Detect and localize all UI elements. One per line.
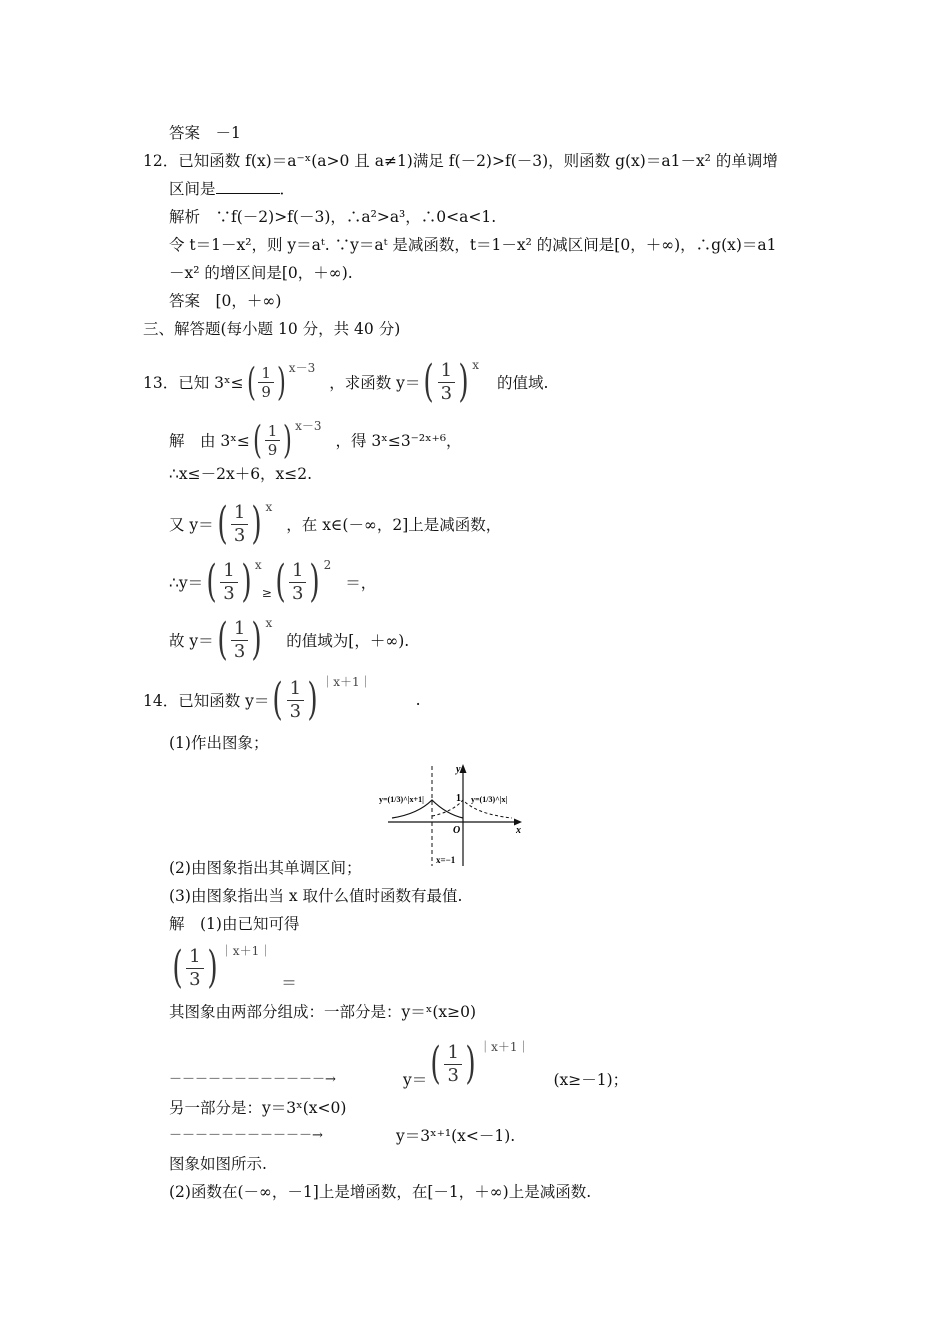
q13-solution-2: ∴x≤－2x＋6，x≤2. [169, 465, 313, 483]
q13-number: 13． [143, 374, 179, 392]
q14-arrow-2: －－－－－－－－－－－→ [169, 1128, 323, 1143]
q12-text-2: 区间是 [169, 180, 216, 198]
q12-answer: 答案 [0，＋∞) [169, 292, 282, 310]
y-label: y [456, 764, 461, 775]
vertical-line-label: x=−1 [436, 855, 456, 865]
q14-statement: 14． 已知函数 y＝ ( $\frac{1}{3}$ ) ｜x＋1｜ . [143, 674, 421, 725]
q13-solution-5: 故 y＝ ( $\frac{1}{3}$ ) x 的值域为[，＋∞). [169, 614, 410, 665]
x-label: x [516, 825, 521, 836]
q13-post: 的值域. [496, 374, 549, 392]
q12-line2 [169, 179, 295, 199]
one-label: 1 [456, 793, 461, 804]
section-heading: 三、解答题(每小题 10 分，共 40 分) [143, 320, 401, 338]
q12-line1 [143, 151, 778, 171]
q12-solution-1: 解析 ∵f(－2)>f(－3)，∴a²>a³，∴0<a<1. [169, 208, 497, 226]
answer-11: 答案 －1 [169, 124, 241, 142]
q13-solution-4: ∴y＝ ( $\frac{1}{3}$ ) x ≥ ( $\frac{1}{3}$ ) 2 ＝， [169, 556, 377, 607]
answer-blank [216, 179, 280, 194]
q14-part2: (2)由图象指出其单调区间； [169, 859, 362, 877]
q14-solution-3: 其图象由两部分组成：一部分是：y＝ˣ(x≥0) [169, 1003, 477, 1021]
q13-statement: 13． 已知 3ˣ≤ ( $\frac{1}{9}$ ) x－3 ，求函数 y＝ ( $\frac{1}{3}$ ) x 的值域. [143, 356, 549, 407]
q14-solution-2: ( $\frac{1}{3}$ ) ｜x＋1｜ ＝ [172, 942, 297, 993]
q14-solution-6: y＝3ˣ⁺¹(x<－1). [396, 1127, 516, 1145]
q12-text-1: 已知函数 f(x)＝a⁻ˣ(a>0 且 a≠1)满足 f(－2)>f(－3)，则函数 g(x)＝a1－x² 的单调增 [178, 152, 778, 170]
origin-label: O [453, 825, 461, 836]
q14-solution-7: 图象如图所示. [169, 1155, 267, 1173]
q14-number: 14． [143, 692, 179, 710]
q13-solution-3: 又 y＝ ( $\frac{1}{3}$ ) x ，在 x∈(－∞，2]上是减函数， [169, 498, 502, 549]
q14-solution-5: 另一部分是：y＝3ˣ(x<0) [169, 1099, 347, 1117]
q14-part1: (1)作出图象； [169, 734, 269, 752]
q12-text-2-end: ． [279, 180, 296, 198]
q14-part3: (3)由图象指出当 x 取什么值时函数有最值. [169, 887, 463, 905]
q13-pre: 已知 3ˣ≤ [178, 374, 244, 392]
left-curve-label: y=(1/3)^|x+1| [379, 795, 424, 804]
q13-solution-1: 解 由 3ˣ≤ ( $\frac{1}{9}$ ) x－3 ，得 3ˣ≤3⁻²ˣ⁺⁶， [169, 418, 462, 462]
y-axis-arrow-icon [460, 764, 467, 773]
q14-arrow-1: －－－－－－－－－－－－→ [169, 1072, 336, 1087]
q14-solution-1: 解 (1)由已知可得 [169, 915, 300, 933]
q14-solution-8: (2)函数在(－∞，－1]上是增函数，在[－1，＋∞)上是减函数. [169, 1183, 592, 1201]
q12-solution-3: －x² 的增区间是[0，＋∞). [169, 264, 353, 282]
q14-solution-4: y＝ ( $\frac{1}{3}$ ) ｜x＋1｜ (x≥－1)； [403, 1038, 629, 1089]
q13-mid: ，求函数 y＝ [329, 374, 421, 392]
function-graph [376, 758, 526, 873]
q12-solution-2: 令 t＝1－x²，则 y＝aᵗ. ∵y＝aᵗ 是减函数，t＝1－x² 的减区间是[0，＋∞)，∴g(x)＝a1 [169, 236, 777, 254]
q12-number: 12． [143, 152, 179, 170]
right-curve-label: y=(1/3)^|x| [471, 795, 508, 804]
